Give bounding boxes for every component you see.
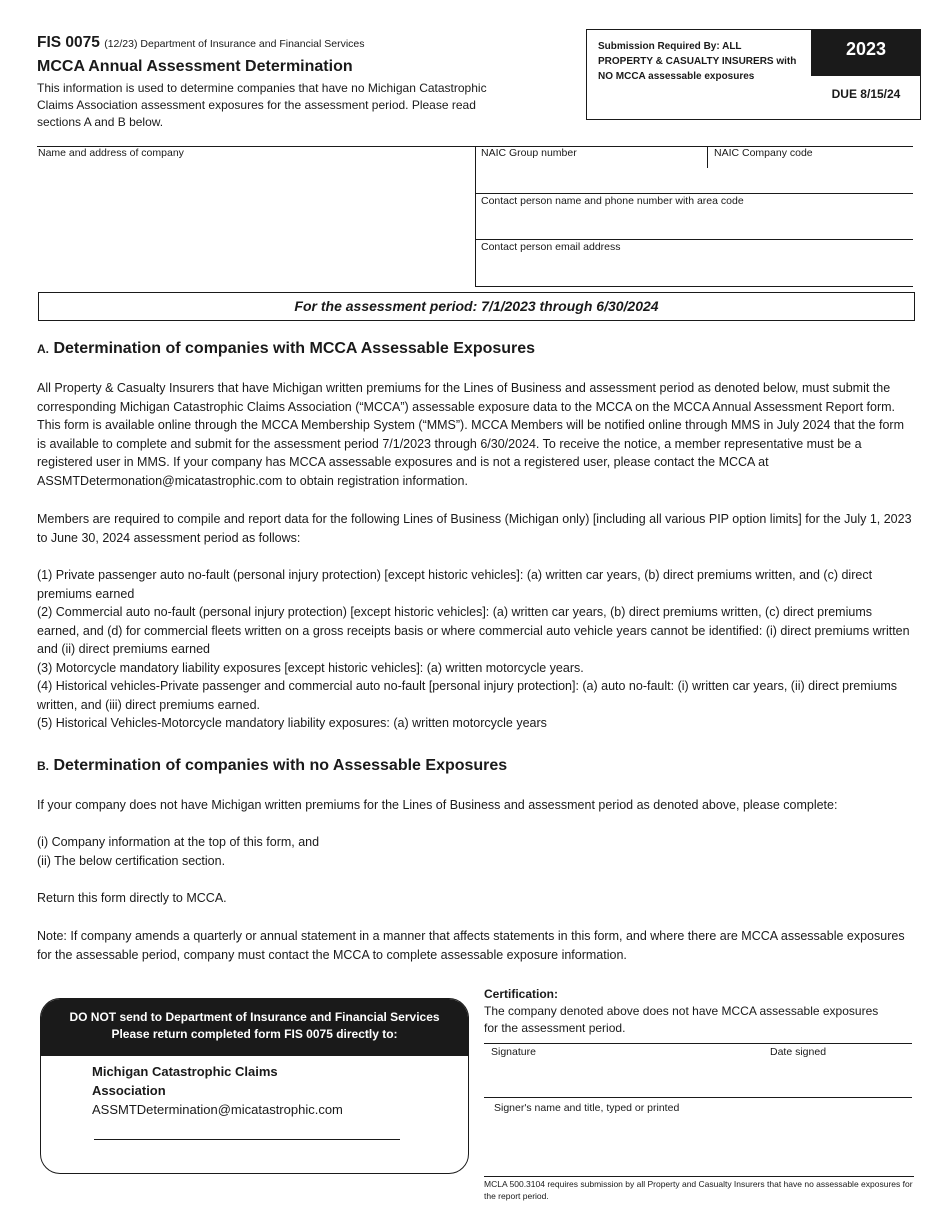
section-b-heading bbox=[37, 757, 507, 775]
form-title: MCCA Annual Assessment Determination bbox=[37, 58, 353, 75]
section-a-para1: All Property & Casualty Insurers that have Michigan written premiums for the Lines of Business and assessment period as denoted below, must submit the corresponding Michigan Catastrophic Claims Association (“MCCA”) assessable exposure data to the MCCA on the MCCA Annual Assessment Report form. This form is available online through the MCCA Membership System (“MMS”). MCCA Members will be notified online through MMS in July 2024 that the form is available to complete and submit for the assessment period 7/1/2023 through 6/30/2024. To receive the notice, a member representative must be a registered user in MMS. If your company has MCCA assessable exposures and is not a registered user, please contact the MCCA at ASSMTDetermonation@micatastrophic.com to obtain registration information. bbox=[37, 381, 905, 488]
form-number bbox=[37, 34, 365, 52]
section-a-heading bbox=[37, 340, 535, 358]
form-number-text: FIS 0075 bbox=[37, 34, 100, 51]
signer-name-field[interactable]: Signer's name and title, typed or printed bbox=[494, 1102, 680, 1114]
due-date: DUE 8/15/24 bbox=[831, 87, 901, 101]
grid-divider-naic bbox=[707, 146, 708, 168]
section-a-title: Determination of companies with MCCA Assessable Exposures bbox=[53, 340, 536, 357]
contact-email-field[interactable]: Contact person email address bbox=[481, 241, 621, 253]
company-name-field[interactable]: Name and address of company bbox=[38, 147, 184, 159]
mailing-underline bbox=[94, 1139, 400, 1140]
mailing-header-line1: DO NOT send to Department of Insurance and Financial Services bbox=[69, 1010, 440, 1024]
contact-name-field[interactable]: Contact person name and phone number with area code bbox=[481, 195, 744, 207]
mailing-header-line2: Please return completed form FIS 0075 directly to: bbox=[111, 1027, 398, 1041]
form-description: This information is used to determine companies that have no Michigan Catastrophic Claims Association assessment exposures for the assessment period. Please read sections A and B below. bbox=[37, 81, 487, 129]
year-badge: 2023 bbox=[811, 30, 921, 76]
grid-line-2 bbox=[475, 193, 913, 194]
naic-company-field[interactable]: NAIC Company code bbox=[714, 147, 813, 159]
mailing-address bbox=[92, 1062, 422, 1119]
org-name-line2: Association bbox=[92, 1083, 166, 1098]
section-a-letter: A. bbox=[37, 342, 49, 356]
org-name-line1: Michigan Catastrophic Claims bbox=[92, 1064, 278, 1079]
section-b-note: Note: If company amends a quarterly or annual statement in a manner that affects statements in this form, and where there are MCCA assessable exposures for the assessable period, company must contact the MCCA to complete assessable exposure information. bbox=[37, 929, 905, 962]
submission-requirement: Submission Required By: ALL PROPERTY & CASUALTY INSURERS with NO MCCA assessable exposures bbox=[598, 41, 797, 82]
grid-line-3 bbox=[475, 239, 913, 240]
signature-field[interactable]: Signature bbox=[491, 1046, 536, 1058]
form-meta: (12/23) Department of Insurance and Financial Services bbox=[104, 38, 365, 50]
signature-line-bottom bbox=[484, 1176, 914, 1177]
date-signed-field[interactable]: Date signed bbox=[770, 1046, 827, 1058]
section-b-title: Determination of companies with no Assessable Exposures bbox=[53, 757, 508, 774]
list-item: (5) Historical Vehicles-Motorcycle mandatory liability exposures: (a) written motorcycle years bbox=[37, 716, 547, 730]
signature-line-mid bbox=[484, 1097, 912, 1098]
grid-line-4 bbox=[475, 286, 913, 287]
certification-label: Certification: bbox=[484, 987, 559, 1001]
section-b-return: Return this form directly to MCCA. bbox=[37, 891, 227, 905]
grid-divider bbox=[475, 146, 476, 287]
certification-text: The company denoted above does not have MCCA assessable exposures for the assessment period. bbox=[484, 1004, 879, 1035]
list-item: (4) Historical vehicles-Private passenger and commercial auto no-fault [personal injury protection]: (a) auto no-fault: (i) written car years, (ii) direct premiums written, and (iii) direct premiums earned. bbox=[37, 679, 898, 712]
mailing-email[interactable]: ASSMTDetermination@micatastrophic.com bbox=[92, 1102, 343, 1117]
footnote: MCLA 500.3104 requires submission by all Property and Casualty Insurers that have no assessable exposures for the report period. bbox=[484, 1179, 913, 1201]
list-item: (1) Private passenger auto no-fault (personal injury protection) [except historic vehicles]: (a) written car years, (b) direct premiums written, and (c) direct premiums earned bbox=[37, 568, 873, 601]
section-b-item1: (i) Company information at the top of this form, and bbox=[37, 835, 320, 849]
signature-line-top bbox=[484, 1043, 912, 1044]
section-b-para1: If your company does not have Michigan written premiums for the Lines of Business and assessment period as denoted above, please complete: bbox=[37, 798, 838, 812]
list-item: (2) Commercial auto no-fault (personal injury protection) [except historic vehicles]: (a) written car years, (b) direct premiums written, (c) direct premiums earned, and (d) for commercial fleets written on a gross receipts basis or where commercial auto vehicle years cannot be identified: (i) direct premiums written and (ii) direct premiums earned bbox=[37, 605, 910, 656]
list-item: (3) Motorcycle mandatory liability exposures [except historic vehicles]: (a) written motorcycle years. bbox=[37, 660, 584, 675]
naic-group-field[interactable]: NAIC Group number bbox=[481, 147, 577, 159]
section-b-letter: B. bbox=[37, 759, 49, 773]
section-a-para2: Members are required to compile and report data for the following Lines of Business (Michigan only) [including all various PIP option limits] for the July 1, 2023 to June 30, 2024 assessment period as follows: bbox=[37, 512, 912, 545]
section-a-list bbox=[37, 566, 915, 733]
mailing-box bbox=[40, 998, 469, 1174]
section-b-item2: (ii) The below certification section. bbox=[37, 854, 226, 868]
assessment-period: For the assessment period: 7/1/2023 through 6/30/2024 bbox=[38, 292, 915, 321]
submission-box bbox=[586, 29, 921, 120]
mailing-header bbox=[41, 999, 468, 1056]
